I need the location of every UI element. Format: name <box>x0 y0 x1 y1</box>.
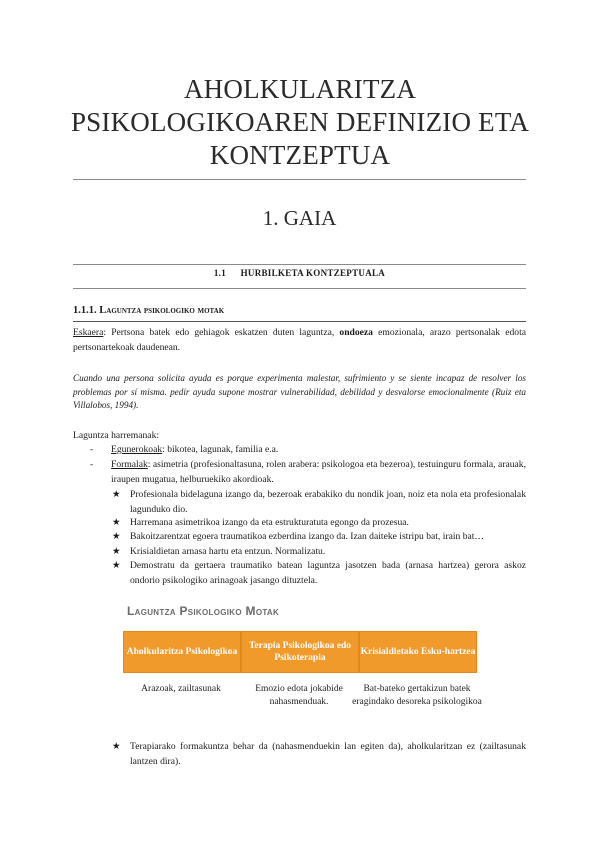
section-heading <box>73 268 526 278</box>
list-item-label: Egunerokoak <box>111 444 163 455</box>
subsection-first-letter: L <box>99 305 107 316</box>
eskaera-bold: ondoeza <box>339 327 373 338</box>
chapter-heading: 1. GAIA <box>262 206 337 230</box>
star-list-item <box>112 545 526 560</box>
star-item-text: Terapiarako formakuntza behar da (nahasmenduekin lan egiten da), aholkularitzan ez (zailtasunak lantzen dira). <box>130 741 526 767</box>
star-list-item <box>112 516 526 531</box>
subsection-title: aguntza psikologiko motak <box>106 305 225 316</box>
star-bullet-icon: ★ <box>112 490 121 500</box>
list-item-text: : asimetria (profesionaltasuna, rolen arabera: psikologoa eta bezeroa), testuinguru formala, arauak, iraupen mugatua, helburuekiko akordioak. <box>111 459 526 485</box>
diagram-desc-krisialdi: Bat-bateko gertakizun batek eragindako desoreka psikologikoa <box>352 684 482 707</box>
star-list-item <box>112 559 526 588</box>
section-number: 1.1 <box>213 268 227 278</box>
eskaera-label: Eskaera <box>73 327 104 338</box>
diagram-title: Laguntza Psikologiko Motak <box>127 604 280 618</box>
dash-bullet: - <box>90 459 94 470</box>
diagram-box-terapia: Terapia Psikologikoa edo Psikoterapia <box>241 631 359 673</box>
star-item-text: Krisialdietan arnasa hartu eta entzun. Normalizatu. <box>130 546 326 557</box>
list-item <box>90 443 526 458</box>
star-bullet-icon: ★ <box>112 561 121 571</box>
star-list-item <box>112 488 526 517</box>
list-item <box>90 458 526 487</box>
star-item-text: Harremana asimetrikoa izango da eta estrukturatuta egongo da prozesua. <box>130 517 409 528</box>
eskaera-paragraph <box>73 326 526 355</box>
diagram-desc-terapia: Emozio edota jokabide nahasmenduak. <box>255 684 343 707</box>
star-item-text: Profesionala bidelaguna izango da, bezeroak erabakiko du nondik joan, noiz eta nola eta profesionalak lagunduko dio. <box>130 489 526 515</box>
dash-bullet: - <box>90 444 94 455</box>
star-bullet-icon: ★ <box>112 518 121 528</box>
list-item-text: : bikotea, lagunak, familia e.a. <box>162 444 279 455</box>
star-item-text: Bakoitzarentzat egoera traumatikoa ezberdina izango da. Izan daiteke istripu bat, irain bat… <box>130 531 485 542</box>
star-bullet-icon: ★ <box>112 547 121 557</box>
diagram-desc-aholkularitza: Arazoak, zailtasunak <box>141 684 221 694</box>
title-rule <box>73 179 526 180</box>
section-title: HURBILKETA KONTZEPTUALA <box>240 268 386 278</box>
subsection-heading <box>73 305 224 316</box>
intro-line: Laguntza harremanak: <box>73 430 160 441</box>
star-item-text: Demostratu da gertaera traumatiko batean laguntza jasotzen bada (arnasa hartzea) gerora askoz ondorio psikologiko arinagoak jasango dituztela. <box>130 560 526 586</box>
eskaera-text-after: emozionala, arazo pertsonalak edota pertsonartekoak daudenean. <box>73 327 526 353</box>
section-rule-top <box>73 264 526 265</box>
star-list-item <box>112 740 526 769</box>
eskaera-text-before: : Pertsona batek edo gehiagok eskatzen duten laguntza, <box>103 327 340 338</box>
subsection-number: 1.1.1. <box>73 305 97 316</box>
diagram-box-krisialdi: Krisialdietako Esku-hartzea <box>359 631 477 673</box>
quote-paragraph: Cuando una persona solicita ayuda es porque experimenta malestar, sufrimiento y se siente incapaz de resolver los problemas por sí misma. pedir ayuda supone mostrar vulnerabilidad, debilidad y desvalorse emocionalmente (Ruiz eta Villalobos, 1994). <box>73 373 526 410</box>
section-rule-bottom <box>73 288 526 289</box>
star-list-item <box>112 530 526 545</box>
subsection-rule <box>73 321 526 322</box>
page-title: AHOLKULARITZA PSIKOLOGIKOAREN DEFINIZIO ETA KONTZEPTUA <box>70 74 530 170</box>
star-bullet-icon: ★ <box>112 532 121 542</box>
star-bullet-icon: ★ <box>112 742 121 752</box>
list-item-label: Formalak <box>111 459 148 470</box>
diagram-box-aholkularitza: Aholkularitza Psikologikoa <box>123 631 241 673</box>
